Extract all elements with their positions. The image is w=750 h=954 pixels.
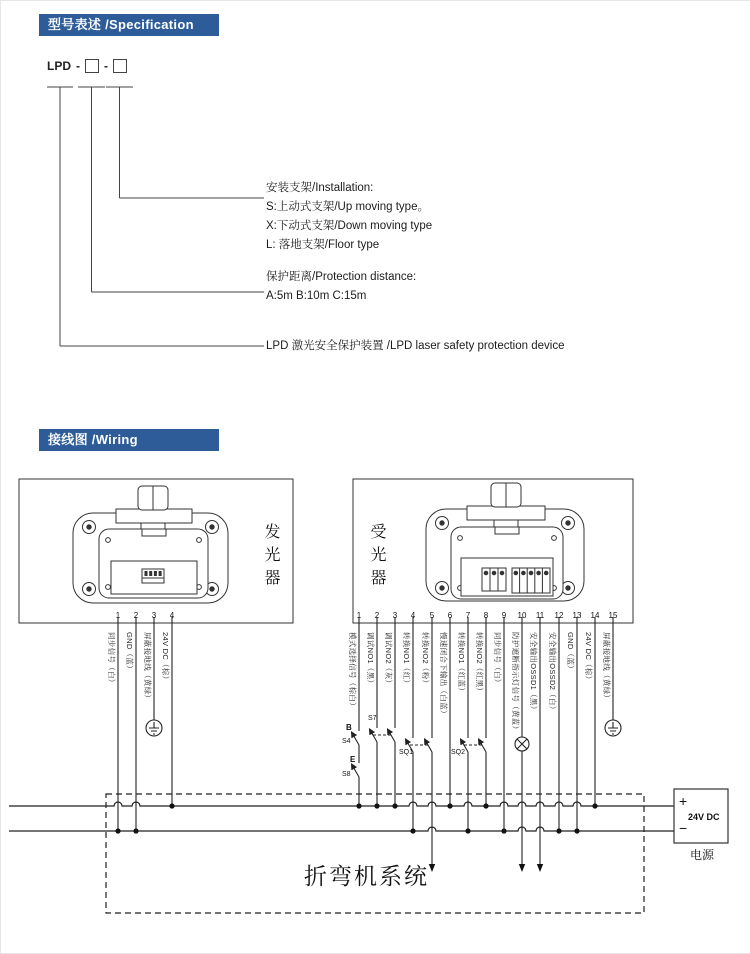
system-dashed-box	[106, 794, 644, 913]
wire-label: 转换NO2（粉）	[421, 632, 430, 688]
terminal-number: 10	[517, 611, 527, 620]
spec-section-header: 型号表述 /Specification	[39, 14, 219, 36]
terminal-number: 11	[535, 611, 545, 620]
terminal-number: 7	[465, 611, 471, 620]
model-placeholder-box-1	[85, 59, 99, 73]
model-prefix: LPD	[47, 59, 71, 73]
ground-symbol-transmitter	[146, 720, 162, 736]
ground-symbol-receiver	[605, 720, 621, 736]
switch-label-b: B	[346, 723, 352, 732]
power-voltage-label: 24V DC	[688, 812, 720, 822]
terminal-number: 3	[392, 611, 398, 620]
terminal-number: 2	[133, 611, 139, 620]
diagram-graphics	[1, 1, 750, 953]
protection-text-block	[266, 268, 416, 306]
installation-option: S:上动式支架/Up moving type。	[266, 201, 429, 213]
switch-label-s7: S7	[368, 715, 377, 722]
bus-0v	[9, 827, 687, 831]
switch-label-e: E	[350, 755, 356, 764]
wire-label: 调试NO1（黑）	[366, 632, 375, 688]
switch-blades	[352, 729, 487, 777]
power-bus-lines	[9, 802, 687, 831]
device-description-line: LPD 激光安全保护装置 /LPD laser safety protection device	[266, 340, 565, 352]
switch-label-s8: S8	[342, 771, 351, 778]
model-dash: -	[104, 59, 108, 73]
installation-option: L: 落地支架/Floor type	[266, 239, 380, 251]
model-code-row	[47, 59, 127, 73]
indicator-lamp-symbol	[515, 737, 529, 751]
terminal-number: 8	[483, 611, 489, 620]
model-placeholder-box-2	[113, 59, 127, 73]
transmitter-device-drawing	[73, 486, 228, 603]
model-dash: -	[76, 59, 80, 73]
terminal-number: 1	[356, 611, 362, 620]
terminal-number: 15	[608, 611, 618, 620]
switch-label-sq1: SQ1	[399, 749, 414, 756]
wire-label: 屏蔽接地线（黄绿）	[143, 632, 152, 703]
wire-label: 防护遮断指示灯信号（黄蓝）	[511, 632, 520, 734]
terminal-number: 9	[501, 611, 507, 620]
system-arrows	[429, 864, 543, 872]
system-label: 折弯机系统	[304, 863, 429, 889]
switch-label-s4: S4	[342, 738, 351, 745]
wire-label: 同步信号（白）	[107, 632, 116, 687]
wire-label: GND（蓝）	[566, 632, 575, 673]
installation-option: X:下动式支架/Down moving type	[266, 220, 433, 232]
terminal-number: 13	[572, 611, 582, 620]
model-code-connectors	[47, 87, 264, 346]
terminal-number: 4	[410, 611, 416, 620]
wire-label: 安全输出OSSD2（白）	[548, 632, 557, 714]
terminal-number: 14	[590, 611, 600, 620]
terminal-number: 3	[151, 611, 157, 620]
terminal-number: 5	[429, 611, 435, 620]
wire-label: 转换NO1（红）	[402, 632, 411, 688]
power-plus-sign: +	[679, 793, 688, 809]
protection-title: 保护距离/Protection distance:	[266, 271, 417, 283]
terminal-number: 2	[374, 611, 380, 620]
wire-label: 慢速闭合下输出（白蓝）	[439, 632, 448, 718]
terminal-number: 1	[115, 611, 121, 620]
power-caption: 电源	[690, 848, 715, 862]
wire-label: 屏蔽接地线（黄绿）	[602, 632, 611, 703]
power-minus-sign: −	[679, 820, 688, 836]
switch-label-sq2: SQ2	[451, 749, 466, 756]
terminal-number: 6	[447, 611, 453, 620]
receiver-label: 受光器	[368, 523, 385, 592]
wiring-section-header: 接线图 /Wiring	[39, 429, 219, 451]
wire-label: GND（蓝）	[125, 632, 134, 673]
wire-label: 安全输出OSSD1（黑）	[529, 632, 538, 714]
receiver-device-drawing	[426, 483, 584, 601]
installation-title: 安装支架/Installation:	[266, 182, 374, 194]
wire-label: 转换NO1（红蓝）	[457, 632, 466, 696]
bus-24v	[9, 802, 687, 806]
wire-label: 24V DC（棕）	[161, 632, 170, 684]
transmitter-label: 发光器	[262, 523, 279, 592]
wire-label: 转换NO2（红黑）	[475, 632, 484, 696]
protection-options: A:5m B:10m C:15m	[266, 290, 367, 302]
installation-text-block	[266, 179, 432, 255]
terminal-number: 12	[554, 611, 564, 620]
wire-label: 调试NO2（灰）	[384, 632, 393, 688]
wire-label: 模式选择信号（棕白）	[348, 632, 357, 710]
terminal-number: 4	[169, 611, 175, 620]
wire-label: 24V DC（棕）	[584, 632, 593, 684]
wire-label: 同步信号（白）	[493, 632, 502, 687]
